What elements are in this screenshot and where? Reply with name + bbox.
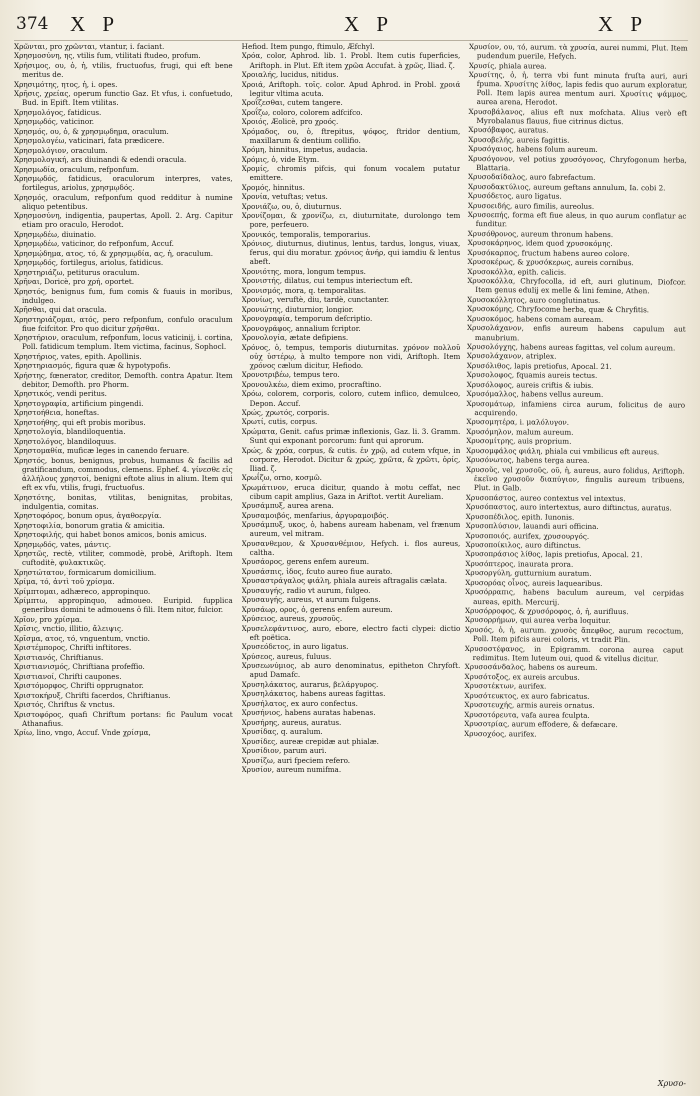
dictionary-entry: Χρυσοτόρευτα, vafa aurea fculpta. <box>464 709 591 720</box>
dictionary-entry: Χρυσοκόλλητος, auro conglutinatus. <box>467 294 601 305</box>
dictionary-entry: Χρυσηλάκατος, habens aureas fagittas. <box>241 689 386 699</box>
dictionary-entry: Χρυσαυγής, aureus, vt aurum fulgens. <box>241 595 381 605</box>
dictionary-entry: Χρυσήλατος, ex auro confectus. <box>241 698 358 708</box>
column-middle <box>242 42 461 1076</box>
dictionary-entry: Χρηστοφιλής, qui habet bonos amicos, bonis amicus. <box>14 530 207 540</box>
dictionary-entry: Χριστοφόρος, quafi Chriftum portans: fic Paulum vocat Athanafius. <box>14 709 233 728</box>
dictionary-entry: Χρωμάτινον, eruca dicitur, quando à motu ceffat, nec cibum capit amplius, Gaza in Ariftot. vertit Aureliam. <box>241 482 461 501</box>
dictionary-entry: Χρονοτριβέω, tempus tero. <box>241 370 340 380</box>
dictionary-entry: Χρυσοπλύσιον, lauandi auri officina. <box>465 521 600 531</box>
dictionary-entry: Χρυσοργύλη, gutturnium auratum. <box>465 568 592 579</box>
dictionary-entry: Χρυσάορος, gerens enfem aureum. <box>241 557 369 567</box>
dictionary-entry: Χρηστοήθης, qui eft probis moribus. <box>14 417 146 427</box>
dictionary-entry: Χρονισμός, mora, q. temporalitas. <box>241 285 366 295</box>
dictionary-entry: Χρώματα, Genit. cafus primæ inflexionis, Gaz. li. 3. Gramm. Sunt qui exponant porcorum: funt qui aprorum. <box>241 426 461 446</box>
dictionary-entry: Χρηστότης, bonitas, vtilitas, benignitas, probitas, indulgentia, comitas. <box>14 492 233 511</box>
dictionary-entry: Χρυσός, ὁ, ἡ, aurum. χρυσὸς ἄπεφθος, aurum recoctum, Poll. Item pifcis aurei coloris, vt tradit Plin. <box>465 624 684 645</box>
dictionary-entry: Χροιαλής, lucidus, nitidus. <box>241 70 339 80</box>
dictionary-entry: Χριστέμπορος, Chrifti inftitores. <box>14 643 132 653</box>
dictionary-entry: Χρύσειος, aureus, χρυσοῦς. <box>241 614 343 624</box>
dictionary-entry: Χρυσοβελής, aureis fagittis. <box>468 134 570 145</box>
dictionary-entry: Χρομός, hinnitus. <box>241 182 305 192</box>
dictionary-entry: Χρονιάζω, ου, ὁ, diuturnus. <box>241 201 342 211</box>
dictionary-entry: Χρυσόκαρπος, fructum habens aureo colore. <box>467 247 630 259</box>
dictionary-entry: Χρυσανθεμον, & Χρυσανθέμιον, Hefych. i. flos aureus, caltha. <box>241 538 461 557</box>
dictionary-entry: Χρηστός, benignus fum, fum comis & fuauis in moribus, indulgeo. <box>14 286 233 305</box>
dictionary-entry: Χρῖον, pro χρίσμα. <box>14 614 83 624</box>
dictionary-entry: Χρυσόγονον, vel potius χρυσόγονος, Chryfogonum herba, Blattaria. <box>468 153 688 173</box>
dictionary-entry: Χρυσολόγχης, habens aureas fagittas, vel colum aureum. <box>467 341 676 353</box>
dictionary-entry: Χρονολογία, ætate defipiens. <box>241 333 349 343</box>
dictionary-entry: Χρυσεόδετος, in auro ligatus. <box>241 642 349 652</box>
dictionary-entry: Χρηστοφιλία, bonorum gratia & amicitia. <box>14 520 165 530</box>
dictionary-entry: Χρυσόδετος, auro ligatus. <box>468 191 563 202</box>
dictionary-entry: Χρυσεωνύμιος, ab auro denominatus, epitheton Chryfoft. apud Damafc. <box>241 661 461 680</box>
dictionary-entry: Χρυσοτρίας, aurum effodere, & defæcare. <box>464 718 619 730</box>
dictionary-entry: Χρίμπτομαι, adhæreco, appropinquo. <box>14 586 151 596</box>
dictionary-entry: Χρηστήριος, vates, epith. Apollinis. <box>14 351 142 361</box>
dictionary-entry: Χριστιανισμός, Chriftiana profeffio. <box>14 662 145 672</box>
dictionary-entry: Χρίμα, τό, ἀντὶ τοῦ χρίσμα. <box>14 577 115 587</box>
dictionary-entry: Χρυσομάτωρ, infamiens circa aurum, folicitus de auro acquirendo. <box>466 398 686 418</box>
dictionary-entry: Χρυσομφάλος φιάλη, phiala cui vmbilicus eft aureus. <box>466 445 660 457</box>
dictionary-entry: Χρησμῳδός, vaticinor. <box>14 117 95 127</box>
dictionary-entry: Χρυσοπράσιος λίθος, lapis pretiofus, Apocal. 21. <box>465 549 644 560</box>
dictionary-entry: Χρηστομαθία, muficæ leges in canendo feruare. <box>14 446 190 456</box>
page-number: 374 <box>16 14 49 34</box>
dictionary-entry: Χρυσίς, phiala aurea. <box>469 60 548 71</box>
dictionary-entry: Χρυσοειδής, auro fimilis, aureolus. <box>468 200 595 211</box>
dictionary-entry: Χρῖσμα, ατος, τό, vnguentum, vnctio. <box>14 633 150 643</box>
dictionary-entry: Χρυσήρης, aureus, auratus. <box>241 717 342 727</box>
dictionary-entry: Χροΐζω, coloro, colorem adfcifco. <box>241 107 363 117</box>
dictionary-entry: Χρυσαμοιβός, menfarius, ἀργυραμοιβός. <box>241 510 389 520</box>
dictionary-entry: Χρυσάμπυξ, υκος, ὁ, habens auream habenam, vel frænum aureum, vel mitram. <box>241 520 461 539</box>
dictionary-entry: Χρησμῴδημα, ατος, τό, & χρησμῳδία, ας, ἡ, oraculum. <box>14 248 214 258</box>
dictionary-entry: Χρυσίδιον, parum auri. <box>241 746 327 756</box>
dictionary-entry: Χρονουλκέω, diem eximo, procraftino. <box>241 379 382 389</box>
dictionary-entry: Χρυσόνωτος, habens terga aurea. <box>466 455 590 466</box>
dictionary-entry: Χρησμολογική, ars diuinandi & edendi oracula. <box>14 155 187 165</box>
dictionary-entry: Χρονογράφος, annalium fcriptor. <box>241 323 361 333</box>
dictionary-entry: Χρονία, vetuftas; vetus. <box>241 192 328 202</box>
column-right <box>462 42 688 1078</box>
dictionary-entry: Χρυσοτευχής, armis aureis ornatus. <box>464 700 595 710</box>
dictionary-entry: Χρυσόρραπις, habens baculum aureum, vel cerpidas aureas, epith. Mercurij. <box>465 587 685 607</box>
dictionary-entry: Χρησμολογέω, vaticinari, fata prædicere. <box>14 136 165 146</box>
dictionary-entry: Χρυσοποιός, aurifex, χρυσουργός. <box>465 530 590 541</box>
dictionary-entry: Χρώς, χρωτός, corporis. <box>241 407 330 417</box>
dictionary-entry: Χρησμοσύνη, indigentia, paupertas, Apoll. 2. Arg. Capitur etiam pro oraculo, Herodot. <box>14 211 233 230</box>
dictionary-entry: Χρόμη, hinnitus, impetus, audacia. <box>241 145 368 155</box>
dictionary-entry: Χροιά, Ariftoph. τοῖς. color. Apud Aphrod. in Probl. χροιά legitur vltima acuta. <box>241 79 461 98</box>
dictionary-entry: Χρηστοφόρος, bonum opus, ἀγαθοεργία. <box>14 511 162 521</box>
dictionary-entry: Χρόνιος, diuturnus, diutinus, lentus, tardus, longus, viuax, ferus, qui diu moratur. χρόνιος ἀνήρ, qui iamdiu & lentus abeft. <box>241 239 461 267</box>
dictionary-entry: Χρησμολόγος, fatidicus. <box>14 107 102 117</box>
dictionary-entry: Χρῖσις, vnctio, illitio, ἄλειψις. <box>14 624 124 634</box>
dictionary-entry: Χρυσίδες, aureæ crepidæ aut phialæ. <box>241 736 379 746</box>
dictionary-entry: Χρυσόπαστος, auro intertextus, auro diftinctus, auratus. <box>466 502 673 513</box>
dictionary-entry: Χρησμωδία, oraculum, refponfum. <box>14 164 139 174</box>
text-columns <box>14 42 688 1076</box>
dictionary-entry: Χρυσόπτερος, inaurata prora. <box>465 558 574 569</box>
dictionary-entry: Χρόμις, ὁ, vide Etym. <box>241 154 320 164</box>
dictionary-entry: Χρυσοκέρως, & χρυσόκερως, aureis cornibus. <box>467 257 635 268</box>
dictionary-entry: Χρονιστής, dilatus, cui tempus interiectum eft. <box>241 276 413 286</box>
dictionary-entry: Χρησιμότης, ητος, ἡ, i. opes. <box>14 79 118 89</box>
dictionary-entry: Χρυσοκάρηνος, idem quod χρυσοκόμης. <box>467 238 614 249</box>
dictionary-entry: Χρίω, lino, vngo, Accuf. Vnde χρίσμα, <box>14 728 151 738</box>
dictionary-entry: Χρυσαυγής, radio vt aurum, fulgeo. <box>241 585 371 595</box>
dictionary-entry: Χρησμός, oraculum, refponfum quod redditur à numine aliquo petentibus. <box>14 192 233 211</box>
dictionary-entry: Χρηστός, bonus, benignus, probus, humanus & facilis ad gratificandum, commodus, clemens. Ephef. 4. γίνεσθε εἰς ἀλλήλους χρηστοί, benigni eftote alius in alium. Item qui eft ex vfu, vtilis, frugi, fructuofus. <box>14 455 233 493</box>
dictionary-entry: Χρόα, color, Aphrod. lib. 1. Probl. Item cutis fuperficies, Ariftoph. in Plut. Eft item χρῶα Accufat. à χρῶς, Iliad. ζ. <box>241 51 461 70</box>
dictionary-entry: Χρυσοπέδιλος, epith. Iunonis. <box>466 511 575 522</box>
dictionary-entry: Χρησμῳδός, vates, μάντις. <box>14 539 112 549</box>
dictionary-entry: Χρυσολάχανον, atriplex. <box>467 351 557 362</box>
dictionary-entry: Χρῆσις, χρείας, operum functio Gaz. Et vfus, i. confuetudo, Bud. in Epift. Item vtilitas. <box>14 89 233 108</box>
dictionary-entry: Χρηστηριάζω, petiturus oraculum. <box>14 267 140 277</box>
dictionary-entry: Χρυσηλάκατος, aurarus, βελάργυρος. <box>241 679 379 689</box>
dictionary-entry: Χρυσοκόμος, habens comam auream. <box>467 313 604 324</box>
dictionary-entry: Χρηστώτατον, formicarum domicilium. <box>14 567 157 577</box>
dictionary-entry: Χρυσορρήμων, qui aurea verba loquitur. <box>465 615 612 626</box>
dictionary-entry: Χρήστης, fœnerator, creditor, Demofth. contra Apatur. Item debitor, Demofth. pro Phorm. <box>14 370 233 389</box>
dictionary-entry: Χρυσορόας οἶνος, aureis laquearibus. <box>465 577 603 588</box>
running-head-right: X P <box>598 12 649 36</box>
dictionary-entry: Χρυσομίτρης, auis proprium. <box>466 436 572 447</box>
dictionary-entry: Χρησμῳδέω, diuinatio. <box>14 229 96 239</box>
dictionary-entry: Χρόνος, ὁ, tempus, temporis diuturnitas. χρόνον πολλοῦ οὐχ ὑστέρῳ, à multo tempore non vidi, Ariftoph. Item χρόνος cælum dicitur, Hefiodo. <box>241 342 461 370</box>
dictionary-entry: Χρησμός, ου, ὁ, & χρησμῳδημα, oraculum. <box>14 126 169 136</box>
dictionary-entry: Χρωτί, cutis, corpus. <box>241 417 318 427</box>
dictionary-entry: Χρυσελεφάντινος, auro, ebore, electro facti clypei: dictio eft poëtica. <box>241 623 461 642</box>
column-left <box>14 42 233 1076</box>
dictionary-entry: Χρυσόμηλον, malum aureum. <box>466 426 574 437</box>
dictionary-entry: Χρόω, colorem, corporis, colorο, cutem inflico, demulceo, Depon. Accuf. <box>241 389 461 408</box>
dictionary-entry: Χρύσεος, aureus, fuluus. <box>241 651 332 661</box>
dictionary-entry: Χρυσοδακτύλιος, aureum geftans annulum, Ia. cobi 2. <box>468 181 666 193</box>
dictionary-entry: Χρυσολάχανον, enfis aureum habens capulum aut manubrium. <box>467 323 687 342</box>
dictionary-entry: Χρῶνται, pro χρῶνται, vtantur, i. faciant. <box>14 42 165 51</box>
page-header <box>14 12 688 41</box>
dictionary-entry: Χρονιώτης, diuturnior, longior. <box>241 304 354 314</box>
dictionary-entry: Χρονικός, temporalis, temporarius. <box>241 229 371 239</box>
dictionary-entry: Χρονιότης, mora, longum tempus. <box>241 266 366 276</box>
dictionary-entry: Χροιός, Æolicè, pro χροός. <box>241 117 339 127</box>
dictionary-entry: Χρυσοκόλλα, Chryfocolla, id eft, auri glutinum, Diofcor. Item genus edulij ex melle & lini femine, Athen. <box>467 276 687 296</box>
dictionary-entry: Χρησμῳδός, fatidicus, oraculorum interpres, vates, fortilegus, ariolus, χρησμῳδός. <box>14 174 233 193</box>
dictionary-entry: Χρηστῶς, rectè, vtiliter, commodè, probè, Ariftoph. Item cuftoditè, φυλακτικῶς. <box>14 549 233 568</box>
dictionary-entry: Χρυσοκόλλα, epith. calicis. <box>467 266 567 277</box>
dictionary-entry: Χρυσάσπις, ἰδος, fcuto aureo fiue aurato. <box>241 566 393 576</box>
dictionary-entry: Χρυσήνιος, habens auratas habenas. <box>241 708 376 718</box>
dictionary-entry: Χρηστοήθεια, honeftas. <box>14 408 100 418</box>
dictionary-entry: Χρυσολοφος, fquamis aureis tectus. <box>466 370 598 381</box>
dictionary-entry: Χρυσόγαιος, habens folum aureum. <box>468 144 599 155</box>
dictionary-entry: Χρυσόλοφος, aureis criftis & iubis. <box>466 379 594 390</box>
dictionary-entry: Χρυσοδαίδαλος, auro fabrefactum. <box>468 172 596 183</box>
dictionary-entry: Χρυσόλιθος, lapis pretiofus, Apocal. 21. <box>467 360 613 371</box>
dictionary-entry: Χρίμπτω, appropinquo, admoueo. Euripid. fupplica generibus domini te admouens ὁ fili. Item nitor, fulcior. <box>14 596 233 615</box>
dictionary-entry: Χριστόμορφος, Chrifti opprugnator. <box>14 681 144 691</box>
dictionary-entry: Χρυσοχόος, aurifex. <box>464 728 538 738</box>
dictionary-entry: Χρυσόβαφος, auratus. <box>468 125 549 135</box>
dictionary-entry: Hefiod. Item pungo, ftimulo, Æfchyl. <box>241 42 375 51</box>
dictionary-entry: Χρυσοεπής, forma eft fiue aleus, in quo aurum conflatur ac funditur. <box>468 210 687 229</box>
dictionary-entry: Χρομίς, chromis pifcis, qui fonum vocalem putatur emittere. <box>241 164 461 183</box>
dictionary-entry: Χρηστικός, vendi peritus. <box>14 389 107 399</box>
dictionary-entry: Χρῆσθαι, qui dat oracula. <box>14 305 107 315</box>
dictionary-entry: Χρησμῳδέω, vaticinor, do refponfum, Accuf. <box>14 239 174 249</box>
dictionary-entry: Χρυσότοξος, ex aureis arcubus. <box>464 671 581 682</box>
running-head-left: X P <box>70 12 121 36</box>
dictionary-entry: Χρυσοσάνδαλος, habens os aureum. <box>464 662 598 673</box>
dictionary-entry: Χριστός, Chriftus & vnctus. <box>14 700 115 710</box>
dictionary-entry: Χρυσόθρονος, aureum thronum habens. <box>467 228 614 239</box>
dictionary-entry: Χρυσοτέκτων, aurifex. <box>464 681 547 691</box>
dictionary-entry: Χροΐζεσθαι, cutem tangere. <box>241 98 343 108</box>
dictionary-entry: Χρῆναι, Doricè, pro χρή, oportet. <box>14 277 135 287</box>
dictionary-entry: Χρυσίζω, auri fpeciem refero. <box>241 755 351 765</box>
dictionary-entry: Χρηστολογία, blandiloquentia. <box>14 427 126 437</box>
dictionary-entry: Χρηστογραφία, artificium pingendi. <box>14 398 144 408</box>
catchword: Χρυσο- <box>657 1079 686 1088</box>
dictionary-entry: Χρυσόρροφος, & χρυσόροφος, ὁ, ἡ, aurifluus. <box>465 605 629 617</box>
dictionary-entry: Χριστιανοί, Chrifti caupones. <box>14 671 122 681</box>
dictionary-entry: Χρυσόμαλλος, habens vellus aureum. <box>466 389 604 400</box>
dictionary-entry: Χρωΐζω, orno, κοσμῶ. <box>241 473 322 483</box>
dictionary-entry: Χρυσοβάλανος, alius eft nux mofchata. Alius verò eft Myrobalanus flauus, fiue citrinus dictus. <box>468 106 688 127</box>
dictionary-entry: Χρόμαδος, ου, ὁ, ftrepitus, ψόφος, ftridor dentium, maxillarum & dentium collifio. <box>241 126 461 145</box>
dictionary-entry: Χρησμολόγιον, oraculum. <box>14 145 108 155</box>
dictionary-entry: Χρυσίον, aureum numifma. <box>241 765 342 775</box>
dictionary-entry: Χρυσαστράγαλος φιάλη, phiala aureis aftragalis cælata. <box>241 576 447 586</box>
dictionary-entry: Χρονίζομαι, & χρονίζω, ει, diuturnitate, durolongo tem pore, perfeuero. <box>241 211 461 230</box>
dictionary-entry: Χρυσίον, ου, τό, aurum. τὰ χρυσία, aurei nummi, Plut. Item pudendum puerile, Hefych. <box>469 42 689 61</box>
dictionary-entry: Χρηστηριασμός, figura quæ & hypotypofis. <box>14 361 171 371</box>
dictionary-entry: Χρηστολόγος, blandiloquus. <box>14 436 117 446</box>
dictionary-entry: Χρώς, & χρόα, corpus, & cutis. ἐν χρῷ, ad cutem vfque, in corpore, Herodot. Dicitur & χρώς, χρῶτα, & χρῶτι, ὀρίς, Iliad. ζ. <box>241 445 461 473</box>
dictionary-entry: Χρησμῳδός, fortilegus, ariolus, fatidicus. <box>14 258 164 268</box>
dictionary-entry: Χρονίως, veruftè, diu, tardè, cunctanter. <box>241 295 390 305</box>
dictionary-entry: Χρυσάωρ, ορος, ὁ, gerens enfem aureum. <box>241 604 393 614</box>
dictionary-entry: Χρυσότευκτος, ex auro fabricatus. <box>464 690 590 701</box>
dictionary-entry: Χρηστήριον, oraculum, refponfum, locus vaticinij, i. cortina, Poll. fatidicum templum. Item victima, facinus, Sophocl. <box>14 333 233 352</box>
dictionary-entry: Χρυσομητέρα, i. μαλόλυγον. <box>466 417 570 428</box>
dictionary-entry: Χρησμοσύνη, ης, vtilis fum, vtilitati ftudeo, profum. <box>14 51 201 61</box>
dictionary-entry: Χρήσιμος, ου, ὁ, ἡ, vtilis, fructuofus, frugi, qui eft bene meritus de. <box>14 60 233 80</box>
dictionary-entry: Χρυσοκόμης, Chryfocome herba, quæ & Chryfitis. <box>467 304 650 315</box>
dictionary-entry: Χρυσοπάστος, aureo contextus vel intextus. <box>466 492 626 503</box>
dictionary-entry: Χρονογραφία, temporum defcriptio. <box>241 314 373 324</box>
dictionary-entry: Χρυσίτης, ὁ, ἡ, terra vbi funt minuta fruſta auri, auri fpuma. Χρυσίτης λίθος, lapis fedis quo aurum exploratur, Poll. Item lapis aurea mentum auri. Χρυσίτις ψάμμος, aurea arena, Herodot. <box>469 70 688 107</box>
dictionary-entry: Χρυσίδας, q. auralum. <box>241 727 323 737</box>
dictionary-entry: Χρυσοῦς, vel χρυσοῦς, οῦ, ἡ, aureus, auro folidus, Ariftoph. ἐκεῖνο χρυσοῦν διαπύγιον, fingulis aureum tribuens, Plut. in Galb. <box>466 464 686 493</box>
dictionary-entry: Χρυσάμπυξ, aurea arena. <box>241 501 334 511</box>
dictionary-entry: Χρηστηριάζομαι, ατός, pero refponfum, confulo oraculum fiue fcifcitor. Pro quo dicitur χρῆσθαι. <box>14 314 233 333</box>
dictionary-entry: Χρυσοστέφανος, in Epigramm. corona aurea caput redimitus. Item luteum oui, quod & vitellus dicitur. <box>465 643 684 663</box>
dictionary-entry: Χρυσοποίκιλος, auro diftinctus. <box>465 539 582 550</box>
dictionary-entry: Χριστιανός, Chriftianus. <box>14 652 104 662</box>
dictionary-entry: Χριστοκήρυξ, Chrifti facerdos, Chriftianus. <box>14 690 171 700</box>
running-head-center: X P <box>344 12 395 36</box>
